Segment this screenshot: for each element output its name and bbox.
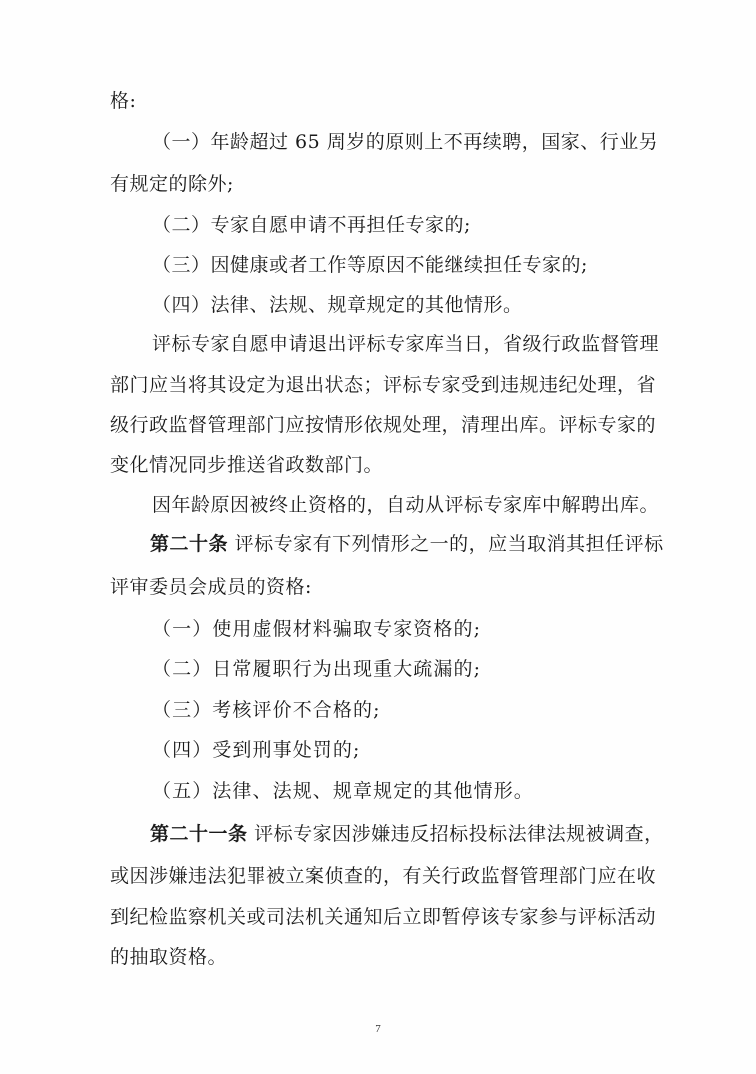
paragraph-line: （四）受到刑事处罚的; <box>152 739 361 761</box>
paragraph-line: 评标专家自愿申请退出评标专家库当日，省级行政监督管理 <box>152 333 660 355</box>
paragraph-line: 或因涉嫌违法犯罪被立案侦查的，有关行政监督管理部门应在收 <box>110 865 657 887</box>
page-number: 7 <box>375 1023 381 1035</box>
paragraph-line: 的抽取资格。 <box>110 946 228 968</box>
paragraph-line: （一）使用虚假材料骗取专家资格的; <box>152 618 482 640</box>
paragraph-line: （四）法律、法规、规章规定的其他情形。 <box>152 294 523 316</box>
paragraph-line: 有规定的除外; <box>110 173 234 195</box>
paragraph-line: （二）日常履职行为出现重大疏漏的; <box>152 658 482 680</box>
paragraph-line: 因年龄原因被终止资格的，自动从评标专家库中解聘出库。 <box>152 494 660 516</box>
paragraph-line: （五）法律、法规、规章规定的其他情形。 <box>152 780 534 802</box>
paragraph-line: （一）年龄超过 65 周岁的原则上不再续聘，国家、行业另 <box>152 131 659 153</box>
article-20-text: 评标专家有下列情形之一的，应当取消其担任评标 <box>234 533 664 555</box>
paragraph-line: 格: <box>110 90 137 112</box>
paragraph-line: 部门应当将其设定为退出状态；评标专家受到违规违纪处理，省 <box>110 374 657 396</box>
article-21-heading: 第二十一条 <box>150 823 248 845</box>
paragraph-line: 评审委员会成员的资格: <box>110 576 312 598</box>
paragraph-line: 级行政监督管理部门应按情形依规处理，清理出库。评标专家的 <box>110 414 657 436</box>
article-21-text: 评标专家因涉嫌违反招标投标法律法规被调查， <box>254 823 664 845</box>
paragraph-line: （三）因健康或者工作等原因不能继续担任专家的; <box>152 254 588 276</box>
article-20-first-line <box>150 531 664 557</box>
article-21-first-line <box>150 821 664 847</box>
article-20-heading: 第二十条 <box>150 533 229 555</box>
paragraph-line: 变化情况同步推送省政数部门。 <box>110 454 384 476</box>
paragraph-line: （二）专家自愿申请不再担任专家的; <box>152 214 471 236</box>
paragraph-line: （三）考核评价不合格的; <box>152 699 381 721</box>
paragraph-line: 到纪检监察机关或司法机关通知后立即暂停该专家参与评标活动 <box>110 906 657 928</box>
